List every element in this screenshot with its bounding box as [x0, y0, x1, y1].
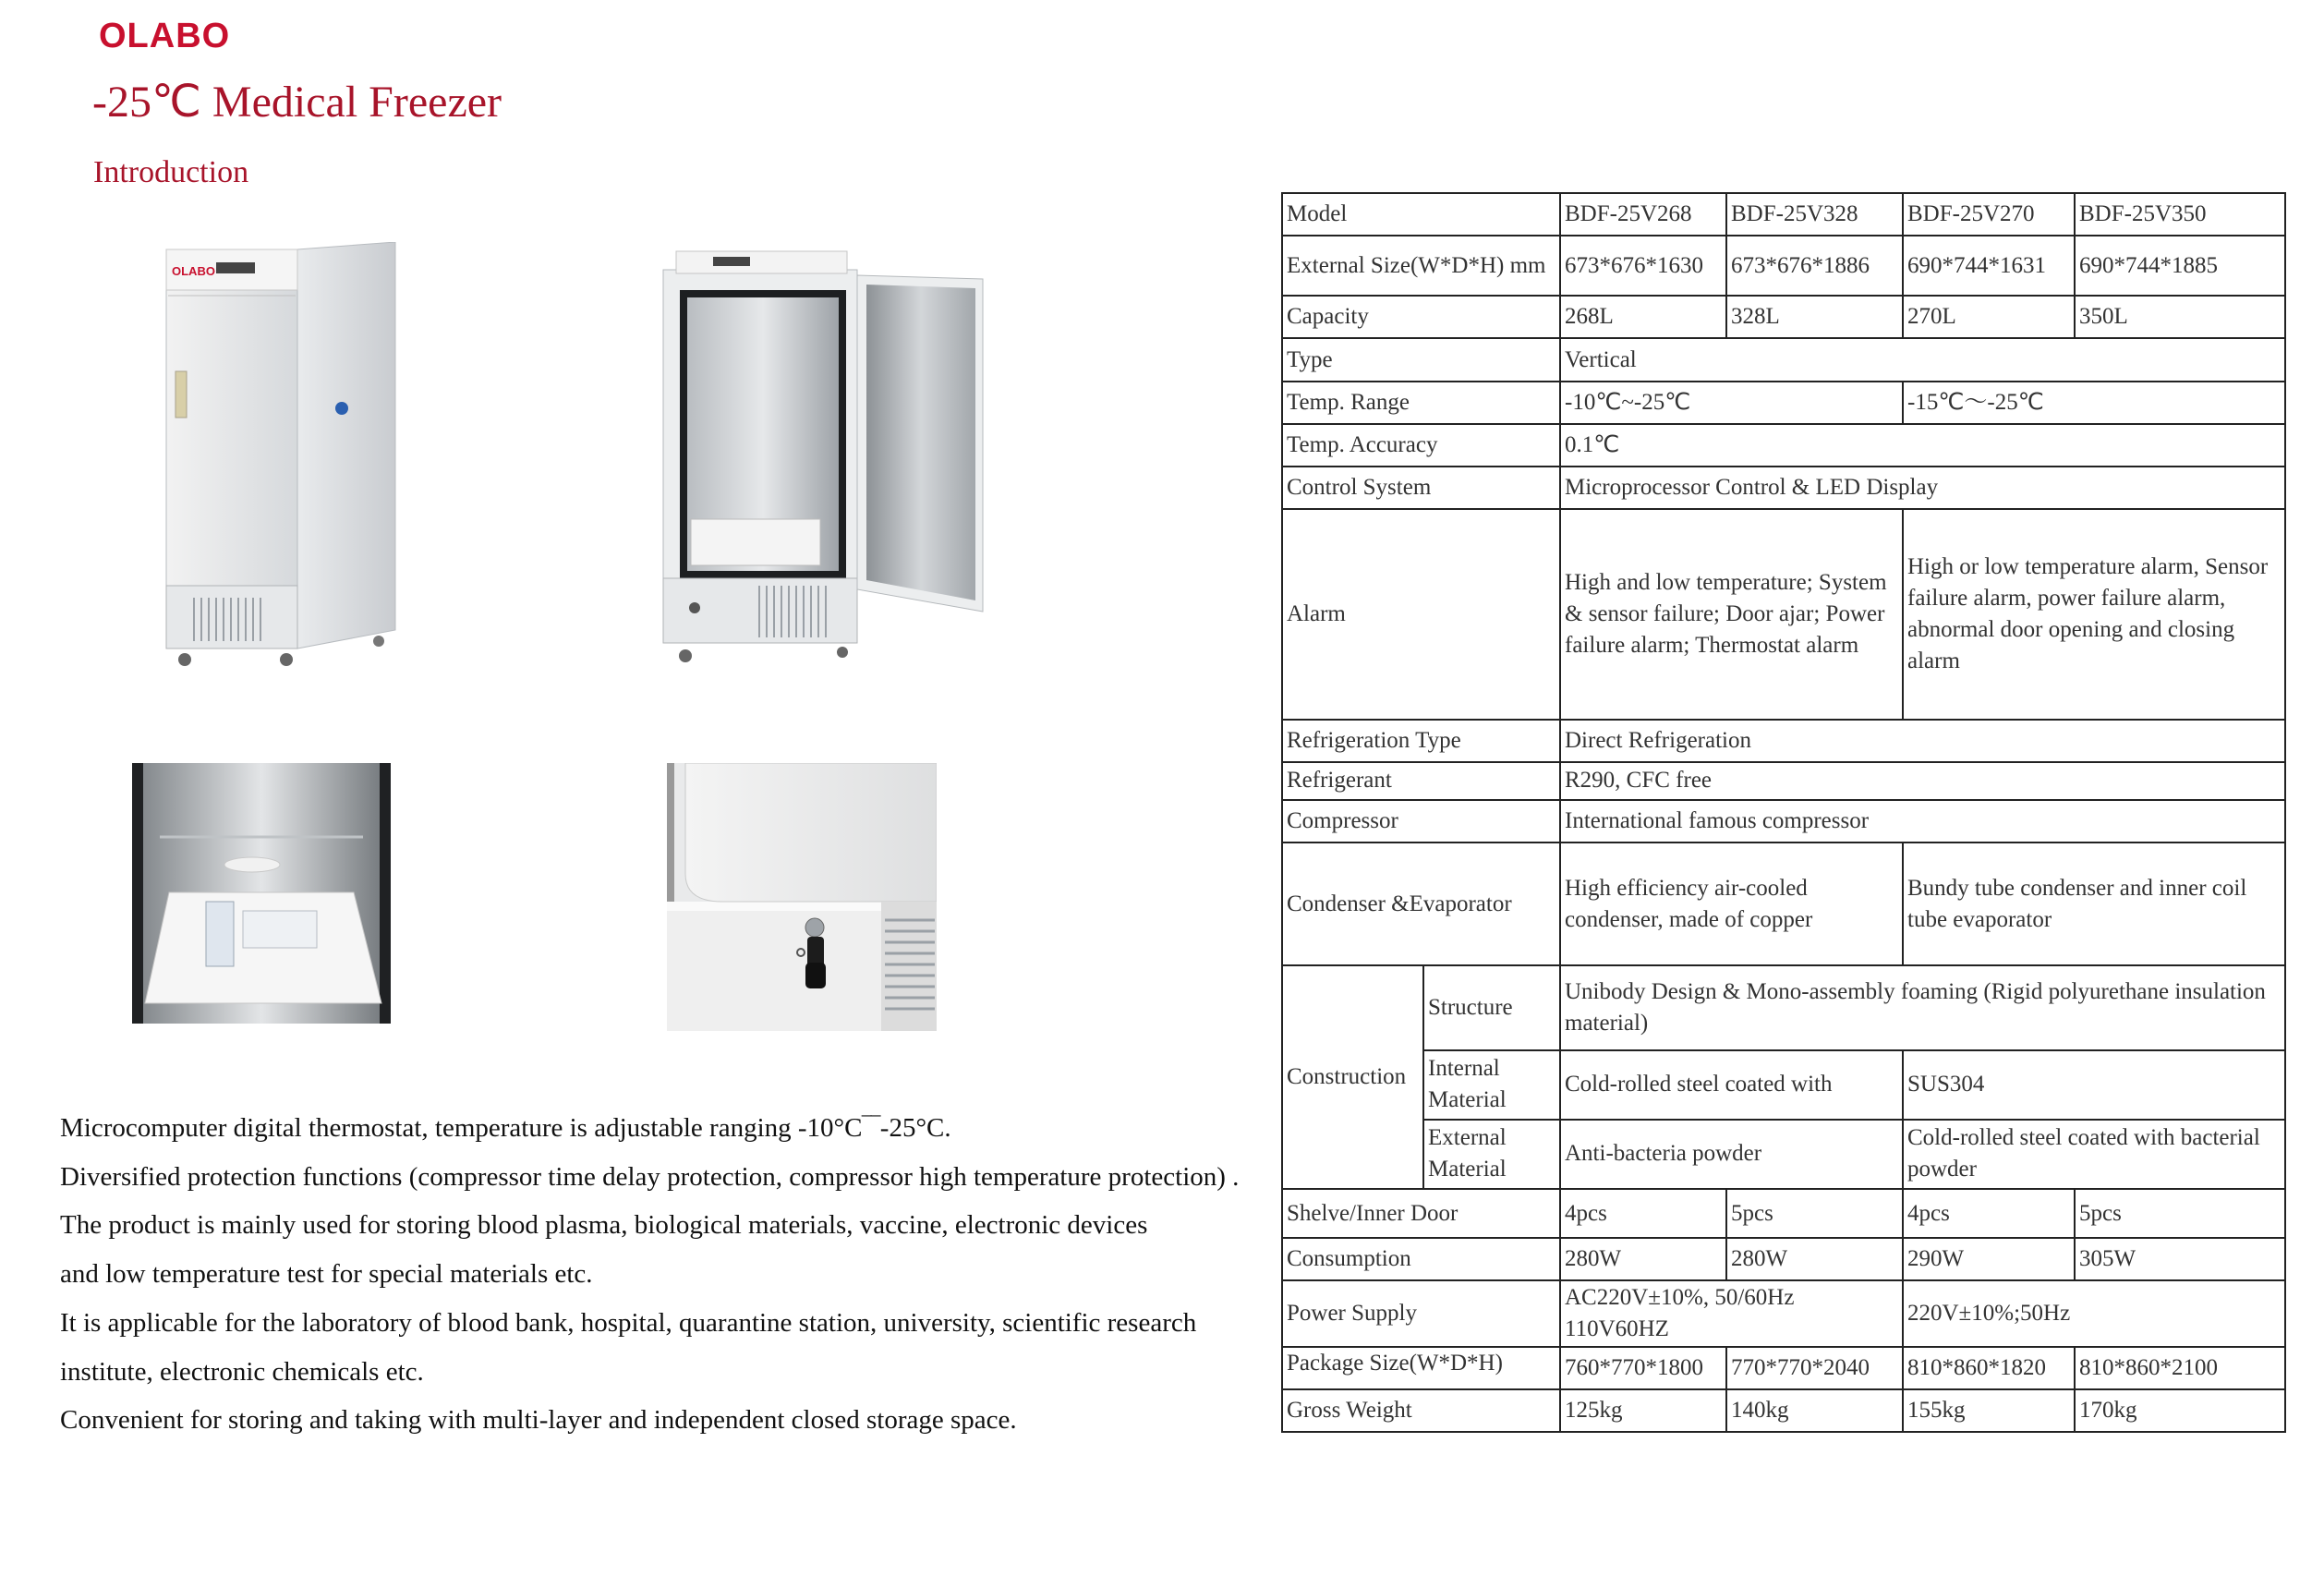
svg-text:OLABO: OLABO [172, 264, 215, 278]
table-cell: 5pcs [2075, 1189, 2285, 1238]
row-label: Temp. Range [1282, 382, 1560, 424]
table-cell: 280W [1726, 1238, 1903, 1280]
table-row [1282, 1189, 2285, 1238]
table-cell: 0.1℃ [1560, 424, 2285, 467]
table-cell: 305W [2075, 1238, 2285, 1280]
row-label: Compressor [1282, 800, 1560, 842]
description-line: It is applicable for the laboratory of blood bank, hospital, quarantine station, university, scientific research [60, 1307, 1197, 1338]
model-name: BDF-25V328 [1726, 193, 1903, 236]
table-cell: International famous compressor [1560, 800, 2285, 842]
table-cell: SUS304 [1903, 1050, 2285, 1120]
interior-drawer-photo [132, 763, 391, 1024]
table-cell: High efficiency air-cooled condenser, made of copper [1560, 842, 1903, 965]
row-label: Alarm [1282, 509, 1560, 720]
table-cell: 4pcs [1903, 1189, 2075, 1238]
table-row [1282, 1050, 2285, 1120]
description-line: Convenient for storing and taking with multi-layer and independent closed storage space. [60, 1405, 1017, 1436]
freezer-open-photo [658, 242, 999, 667]
table-row [1282, 424, 2285, 467]
row-label: Refrigeration Type [1282, 720, 1560, 762]
table-row [1282, 509, 2285, 720]
description-line: institute, electronic chemicals etc. [60, 1356, 424, 1387]
section-heading: Introduction [93, 155, 249, 189]
sub-row-label: External Material [1423, 1120, 1560, 1189]
table-row [1282, 296, 2285, 338]
table-row [1282, 236, 2285, 296]
row-label: Shelve/Inner Door [1282, 1189, 1560, 1238]
table-cell: 810*860*1820 [1903, 1347, 2075, 1389]
row-label: Consumption [1282, 1238, 1560, 1280]
table-cell: 140kg [1726, 1389, 1903, 1432]
freezer-closed-photo [157, 242, 397, 676]
description-line: Microcomputer digital thermostat, temperature is adjustable ranging -10°C‾‾-25°C. [60, 1113, 951, 1143]
row-label: Package Size(W*D*H) [1282, 1347, 1560, 1389]
table-cell: 770*770*2040 [1726, 1347, 1903, 1389]
row-label: Control System [1282, 467, 1560, 509]
model-name: BDF-25V268 [1560, 193, 1726, 236]
table-cell: Anti-bacteria powder [1560, 1120, 1903, 1189]
table-row [1282, 1389, 2285, 1432]
table-cell: Vertical [1560, 338, 2285, 381]
table-cell: Bundy tube condenser and inner coil tube evaporator [1903, 842, 2285, 965]
table-cell: -10℃~-25℃ [1560, 382, 1903, 424]
row-label: Power Supply [1282, 1280, 1560, 1346]
row-label: Model [1282, 193, 1560, 236]
description-line: and low temperature test for special materials etc. [60, 1259, 593, 1290]
table-cell: 270L [1903, 296, 2075, 338]
table-cell: 760*770*1800 [1560, 1347, 1726, 1389]
row-label: Gross Weight [1282, 1389, 1560, 1432]
table-row [1282, 720, 2285, 762]
table-row [1282, 800, 2285, 842]
door-lock-key-photo [667, 763, 937, 1031]
row-label: Capacity [1282, 296, 1560, 338]
table-row [1282, 762, 2285, 800]
row-label: External Size(W*D*H) mm [1282, 236, 1560, 296]
product-description [60, 1104, 1279, 1445]
specification-table [1281, 192, 2286, 1433]
table-cell: 155kg [1903, 1389, 2075, 1432]
description-line: The product is mainly used for storing blood plasma, biological materials, vaccine, electronic devices [60, 1210, 1148, 1241]
table-cell: Unibody Design & Mono-assembly foaming (Rigid polyurethane insulation material) [1560, 965, 2285, 1049]
model-name: BDF-25V270 [1903, 193, 2075, 236]
table-cell: -15℃～-25℃ [1903, 382, 2285, 424]
table-cell: Direct Refrigeration [1560, 720, 2285, 762]
table-cell: 170kg [2075, 1389, 2285, 1432]
sub-row-label: Structure [1423, 965, 1560, 1049]
table-cell: 673*676*1630 [1560, 236, 1726, 296]
table-cell: 673*676*1886 [1726, 236, 1903, 296]
table-cell: R290, CFC free [1560, 762, 2285, 800]
table-cell: High or low temperature alarm, Sensor failure alarm, power failure alarm, abnormal door opening and closing alarm [1903, 509, 2285, 720]
table-row [1282, 1280, 2285, 1346]
table-cell: 125kg [1560, 1389, 1726, 1432]
table-cell: 350L [2075, 296, 2285, 338]
description-line: Diversified protection functions (compressor time delay protection, compressor high temperature protection) . [60, 1161, 1240, 1192]
table-cell: 268L [1560, 296, 1726, 338]
table-cell: AC220V±10%, 50/60Hz 110V60HZ [1560, 1280, 1903, 1346]
table-cell: 290W [1903, 1238, 2075, 1280]
table-cell: Cold-rolled steel coated with [1560, 1050, 1903, 1120]
table-cell: 280W [1560, 1238, 1726, 1280]
page-title: -25℃ Medical Freezer [92, 78, 502, 127]
table-row [1282, 467, 2285, 509]
row-label: Construction [1282, 965, 1423, 1189]
table-row [1282, 193, 2285, 236]
table-row [1282, 382, 2285, 424]
table-row [1282, 1238, 2285, 1280]
table-cell: Microprocessor Control & LED Display [1560, 467, 2285, 509]
sub-row-label: Internal Material [1423, 1050, 1560, 1120]
table-cell: 810*860*2100 [2075, 1347, 2285, 1389]
table-row [1282, 1120, 2285, 1189]
table-row [1282, 338, 2285, 381]
table-cell: 690*744*1631 [1903, 236, 2075, 296]
brand-logo: OLABO [99, 17, 231, 55]
table-cell: Cold-rolled steel coated with bacterial powder [1903, 1120, 2285, 1189]
row-label: Type [1282, 338, 1560, 381]
row-label: Temp. Accuracy [1282, 424, 1560, 467]
table-row [1282, 842, 2285, 965]
table-row [1282, 1347, 2285, 1389]
row-label: Condenser &Evaporator [1282, 842, 1560, 965]
model-name: BDF-25V350 [2075, 193, 2285, 236]
table-cell: 690*744*1885 [2075, 236, 2285, 296]
table-row [1282, 965, 2285, 1049]
table-cell: 5pcs [1726, 1189, 1903, 1238]
table-cell: 328L [1726, 296, 1903, 338]
table-cell: 220V±10%;50Hz [1903, 1280, 2285, 1346]
table-cell: 4pcs [1560, 1189, 1726, 1238]
row-label: Refrigerant [1282, 762, 1560, 800]
table-cell: High and low temperature; System & sensor failure; Door ajar; Power failure alarm; Thermostat alarm [1560, 509, 1903, 720]
